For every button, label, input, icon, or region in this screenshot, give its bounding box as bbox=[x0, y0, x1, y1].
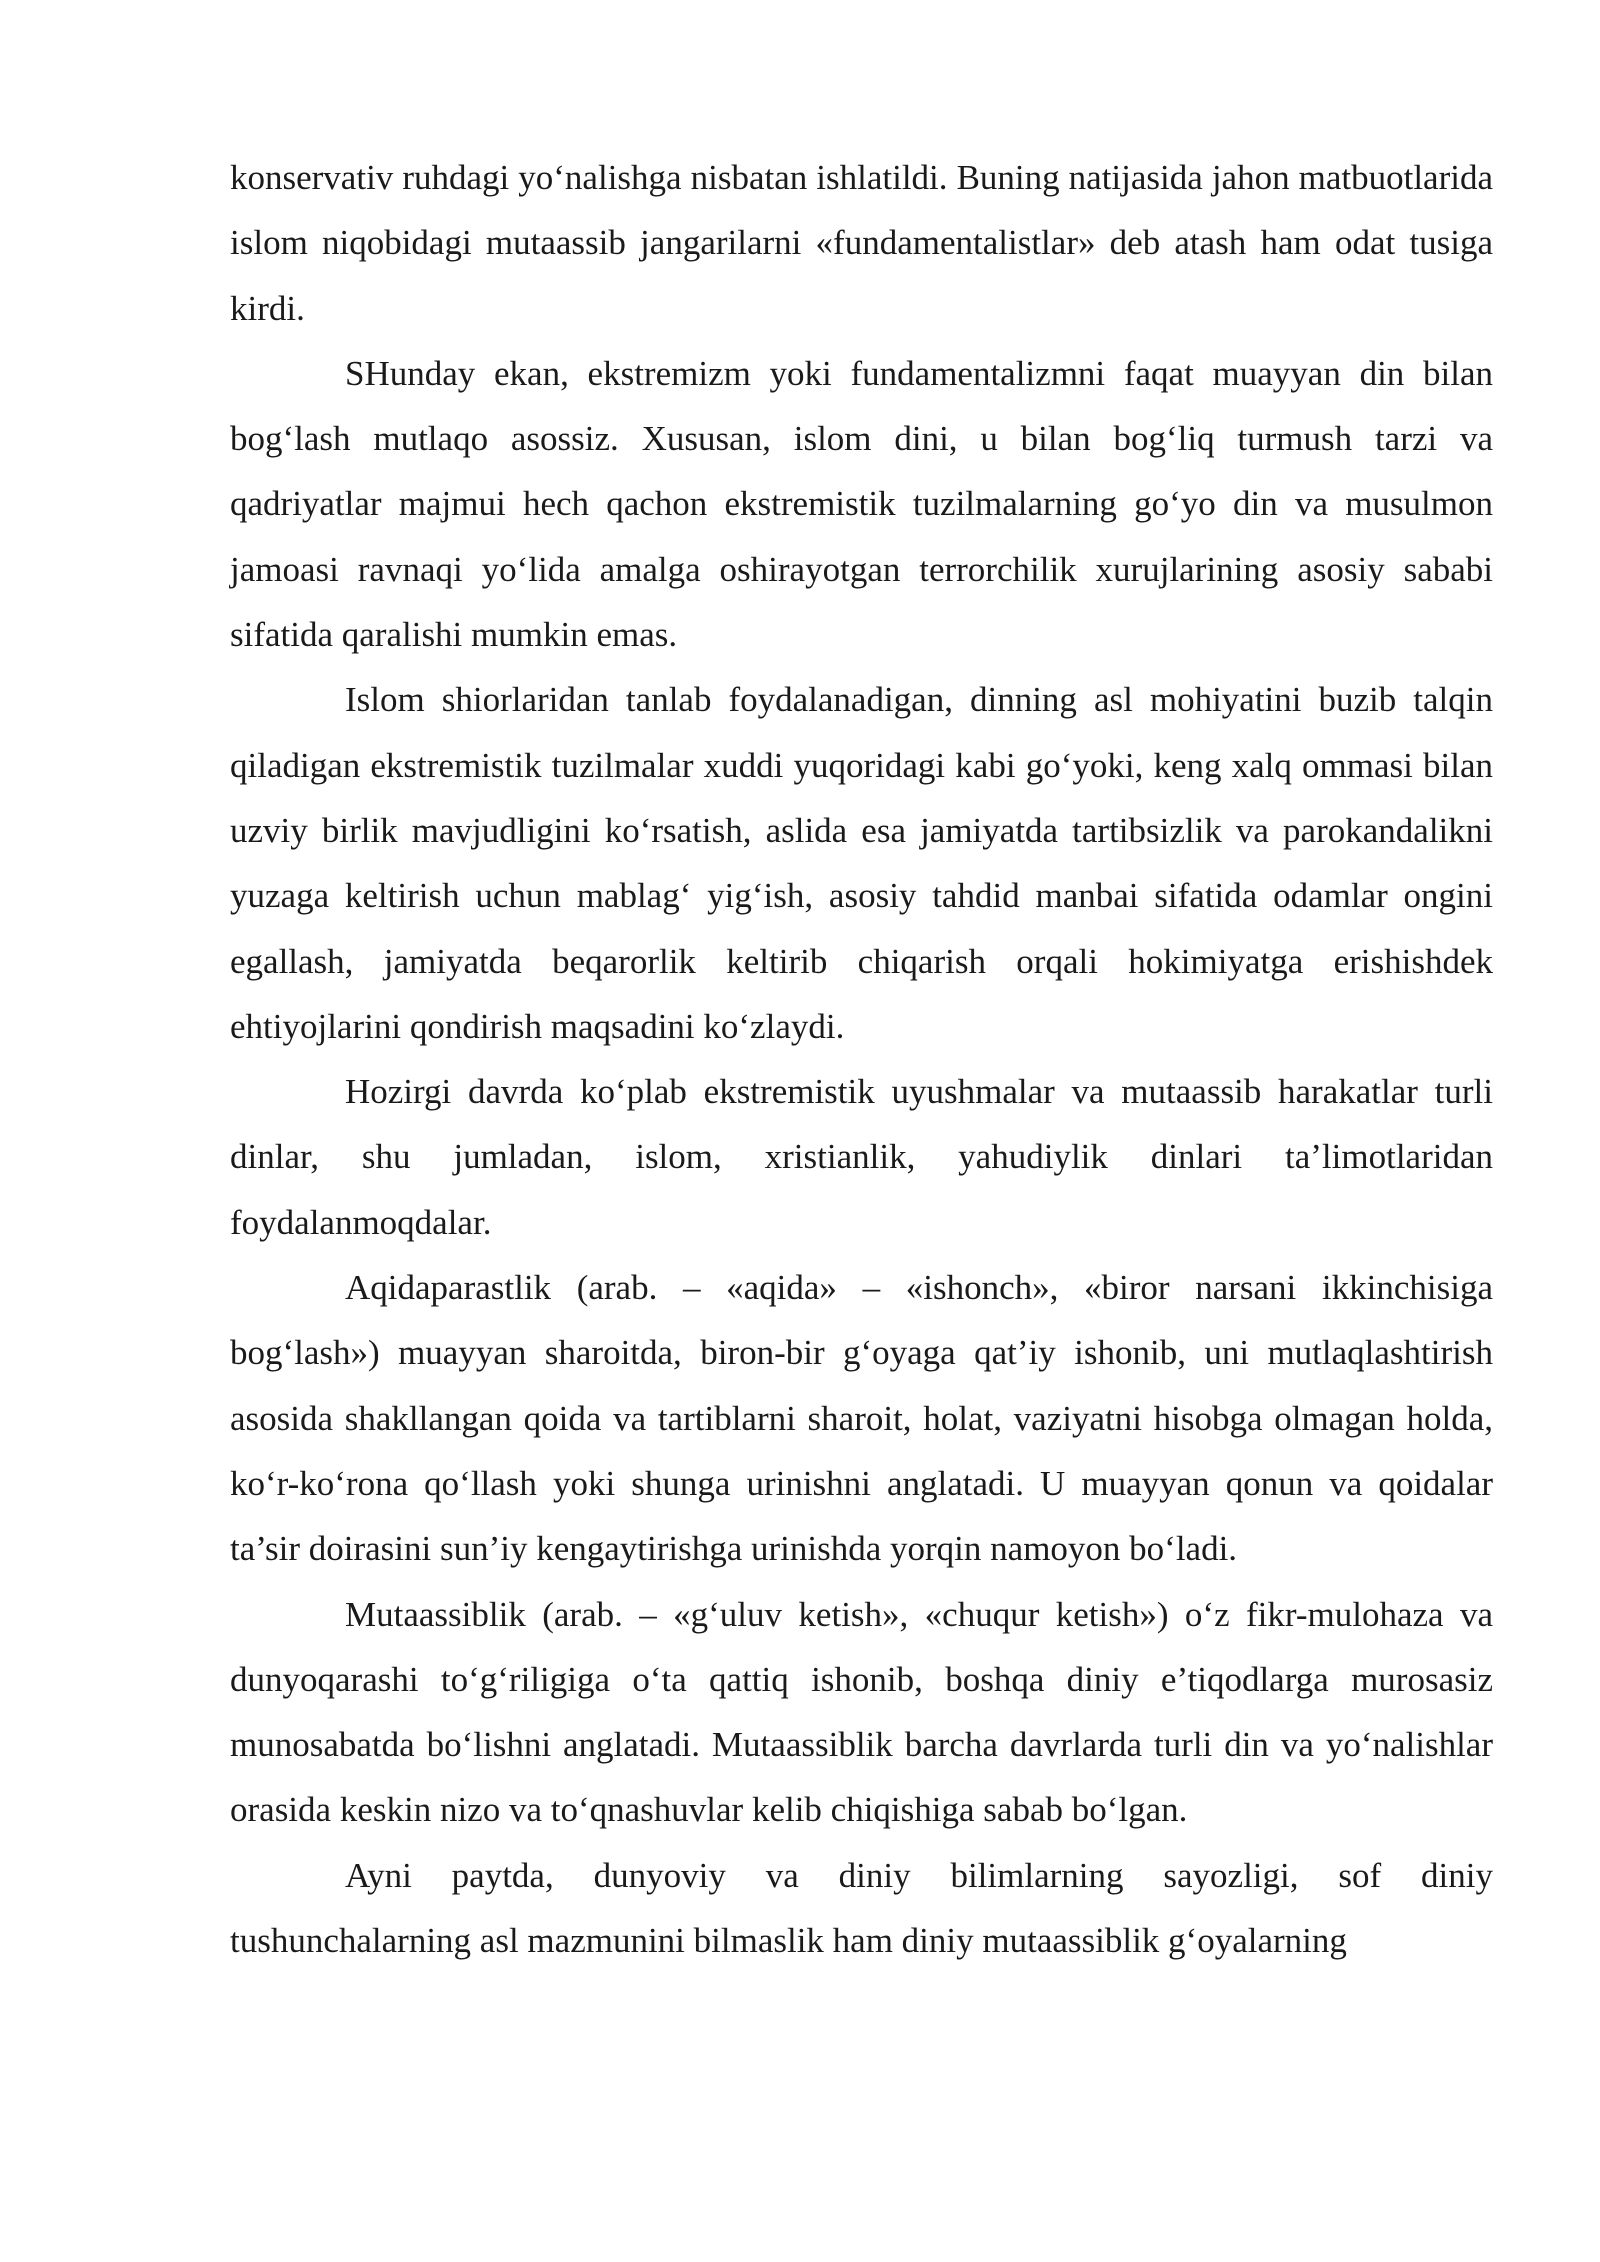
paragraph-1: konservativ ruhdagi yo‘nalishga nisbatan ishlatildi. Buning natijasida jahon matbuotlarida islom niqobidagi mutaassib jangarilarni «fundamentalistlar» deb atash ham odat tusiga kirdi. bbox=[230, 158, 1493, 328]
paragraph-2: SHunday ekan, ekstremizm yoki fundamentalizmni faqat muayyan din bilan bog‘lash mutlaqo asossiz. Xususan, islom dini, u bilan bog‘liq turmush tarzi va qadriyatlar majmui hech qachon ekstremistik tuzilmalarning go‘yo din va musulmon jamoasi ravnaqi yo‘lida amalga oshirayotgan terrorchilik xurujlarining asosiy sababi sifatida qaralishi mumkin emas. bbox=[230, 353, 1493, 655]
paragraph-6: Mutaassiblik (arab. – «g‘uluv ketish», «chuqur ketish») o‘z fikr-mulohaza va dunyoqarashi to‘g‘riligiga o‘ta qattiq ishonib, boshqa diniy e’tiqodlarga murosasiz munosabatda bo‘lishni anglatadi. Mutaassiblik barcha davrlarda turli din va yo‘nalishlar orasida keskin nizo va to‘qnashuvlar kelib chiqishiga sabab bo‘lgan. bbox=[230, 1594, 1493, 1830]
paragraph-5: Aqidaparastlik (arab. – «aqida» – «ishonch», «biror narsani ikkinchisiga bog‘lash») muayyan sharoitda, biron-bir g‘oyaga qat’iy ishonib, uni mutlaqlashtirish asosida shakllangan qoida va tartiblarni sharoit, holat, vaziyatni hisobga olmagan holda, ko‘r-ko‘rona qo‘llash yoki shunga urinishni anglatadi. U muayyan qonun va qoidalar ta’sir doirasini sun’iy kengaytirishga urinishda yorqin namoyon bo‘ladi. bbox=[230, 1268, 1493, 1569]
document-page bbox=[230, 145, 1493, 1973]
paragraph-4: Hozirgi davrda ko‘plab ekstremistik uyushmalar va mutaassib harakatlar turli dinlar, shu jumladan, islom, xristianlik, yahudiylik dinlari ta’limotlaridan foydalanmoqdalar. bbox=[230, 1072, 1493, 1242]
paragraph-3: Islom shiorlaridan tanlab foydalanadigan, dinning asl mohiyatini buzib talqin qiladigan ekstremistik tuzilmalar xuddi yuqoridagi kabi go‘yoki, keng xalq ommasi bilan uzviy birlik mavjudligini ko‘rsatish, aslida esa jamiyatda tartibsizlik va parokandalikni yuzaga keltirish uchun mablag‘ yig‘ish, asosiy tahdid manbai sifatida odamlar ongini egallash, jamiyatda beqarorlik keltirib chiqarish orqali hokimiyatga erishishdek ehtiyojlarini qondirish maqsadini ko‘zlaydi. bbox=[230, 680, 1493, 1046]
paragraph-7: Ayni paytda, dunyoviy va diniy bilimlarning sayozligi, sof diniy tushunchalarning asl mazmunini bilmaslik ham diniy mutaassiblik g‘oyalarning bbox=[230, 1855, 1493, 1961]
